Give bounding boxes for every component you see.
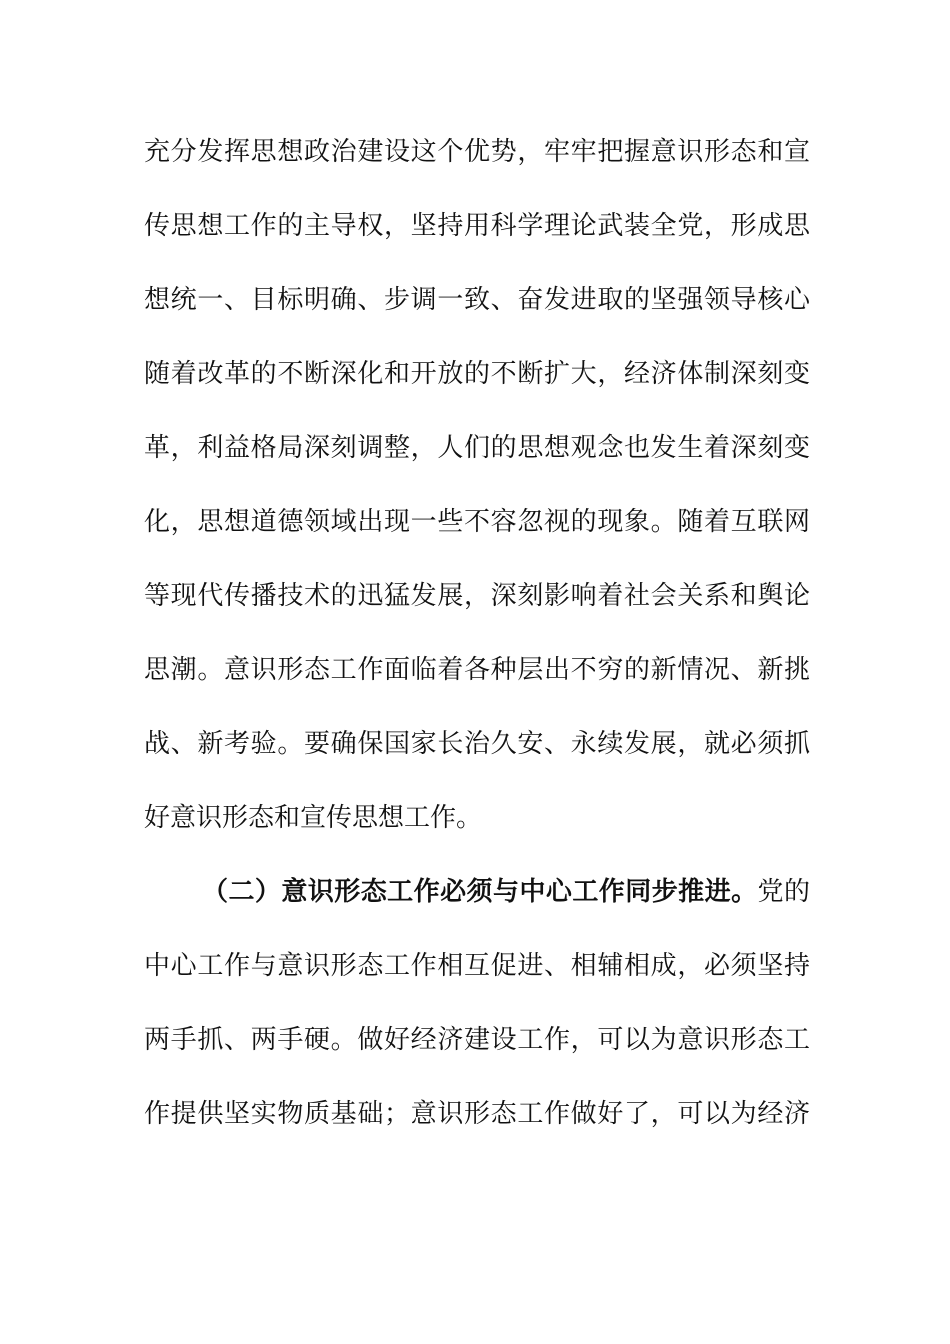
paragraph-1-line-3: 想统一、目标明确、步调一致、奋发进取的坚强领导核心: [144, 285, 810, 315]
paragraph-1-line-9: 战、新考验。要确保国家长治久安、永续发展，就必须抓: [144, 729, 810, 759]
paragraph-1-line-10: 好意识形态和宣传思想工作。: [144, 803, 483, 833]
paragraph-2-first-line-rest: 党的: [757, 877, 810, 907]
paragraph-2-line-4: 作提供坚实物质基础；意识形态工作做好了，可以为经济: [144, 1099, 810, 1129]
paragraph-1-line-8: 思潮。意识形态工作面临着各种层出不穷的新情况、新挑: [144, 655, 810, 685]
document-body: [144, 115, 810, 1151]
paragraph-1-line-1: 充分发挥思想政治建设这个优势，牢牢把握意识形态和宣: [144, 137, 810, 167]
section-heading: （二）意识形态工作必须与中心工作同步推进。: [202, 877, 758, 907]
paragraph-2-first-line: [144, 855, 810, 929]
paragraph-2-line-2: 中心工作与意识形态工作相互促进、相辅相成，必须坚持: [144, 951, 810, 981]
paragraph-1-line-7: 等现代传播技术的迅猛发展，深刻影响着社会关系和舆论: [144, 581, 810, 611]
paragraph-1-line-4: 随着改革的不断深化和开放的不断扩大，经济体制深刻变: [144, 359, 810, 389]
paragraph-2-line-3: 两手抓、两手硬。做好经济建设工作，可以为意识形态工: [144, 1025, 810, 1055]
paragraph-1-line-5: 革，利益格局深刻调整，人们的思想观念也发生着深刻变: [144, 433, 810, 463]
paragraph-1-line-6: 化，思想道德领域出现一些不容忽视的现象。随着互联网: [144, 507, 810, 537]
paragraph-1-line-2: 传思想工作的主导权，坚持用科学理论武装全党，形成思: [144, 211, 810, 241]
